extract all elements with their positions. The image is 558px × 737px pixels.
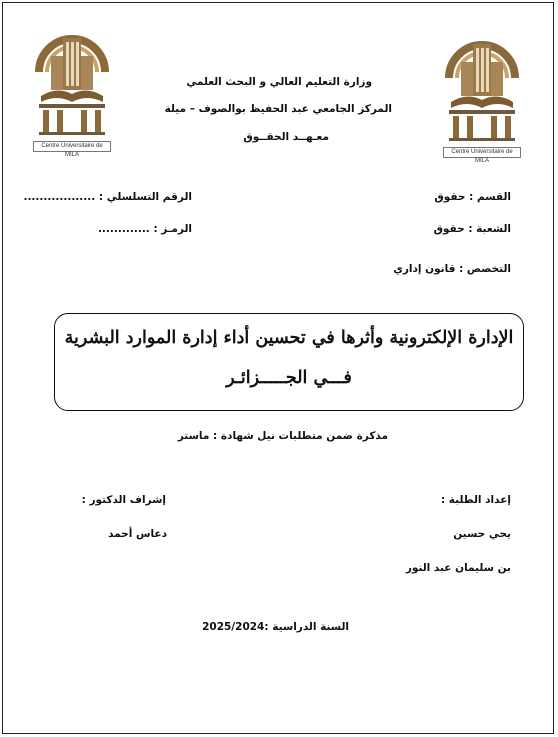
student-name-2: بن سليمان عبد النور (405, 562, 511, 574)
supervisor-name: دعاس أحمد (108, 528, 167, 540)
thesis-title-box (54, 313, 524, 411)
ministry-name: وزارة التعليم العالي و البحث العلمي (186, 76, 372, 88)
thesis-subtitle: مذكرة ضمن متطلبات نيل شهادة : ماستر (177, 430, 388, 442)
university-logo-icon (33, 22, 111, 142)
specialty-label: التخصص : قانون إداري (393, 263, 511, 275)
serial-number-label: الرقم التسلسلي : .................. (23, 191, 192, 203)
logo-caption-right: Centre Universitaire de MILA (443, 147, 521, 158)
university-logo-left (33, 22, 111, 158)
university-logo-right (443, 28, 521, 164)
code-label: الرمـز : ............. (97, 223, 192, 235)
university-logo-icon (443, 28, 521, 148)
supervisor-label: إشراف الدكتور : (81, 494, 166, 506)
academic-year: السنة الدراسية :2025/2024 (202, 621, 349, 633)
branch-label: الشعبة : حقوق (433, 223, 511, 235)
institute-name: معـهــد الحقــوق (243, 131, 329, 143)
student-name-1: يحي حسين (453, 528, 511, 540)
department-label: القسم : حقوق (434, 191, 511, 203)
thesis-title-line2: فـــي الجـــــزائـر (226, 368, 352, 388)
logo-caption-left: Centre Universitaire de MILA (33, 141, 111, 152)
thesis-title-line1: الإدارة الإلكترونية وأثرها في تحسين أداء إدارة الموارد البشرية (64, 328, 514, 348)
university-center-name: المركز الجامعي عبد الحفيظ بوالصوف – ميلة (164, 103, 392, 115)
students-label: إعداد الطلبة : (440, 494, 511, 506)
